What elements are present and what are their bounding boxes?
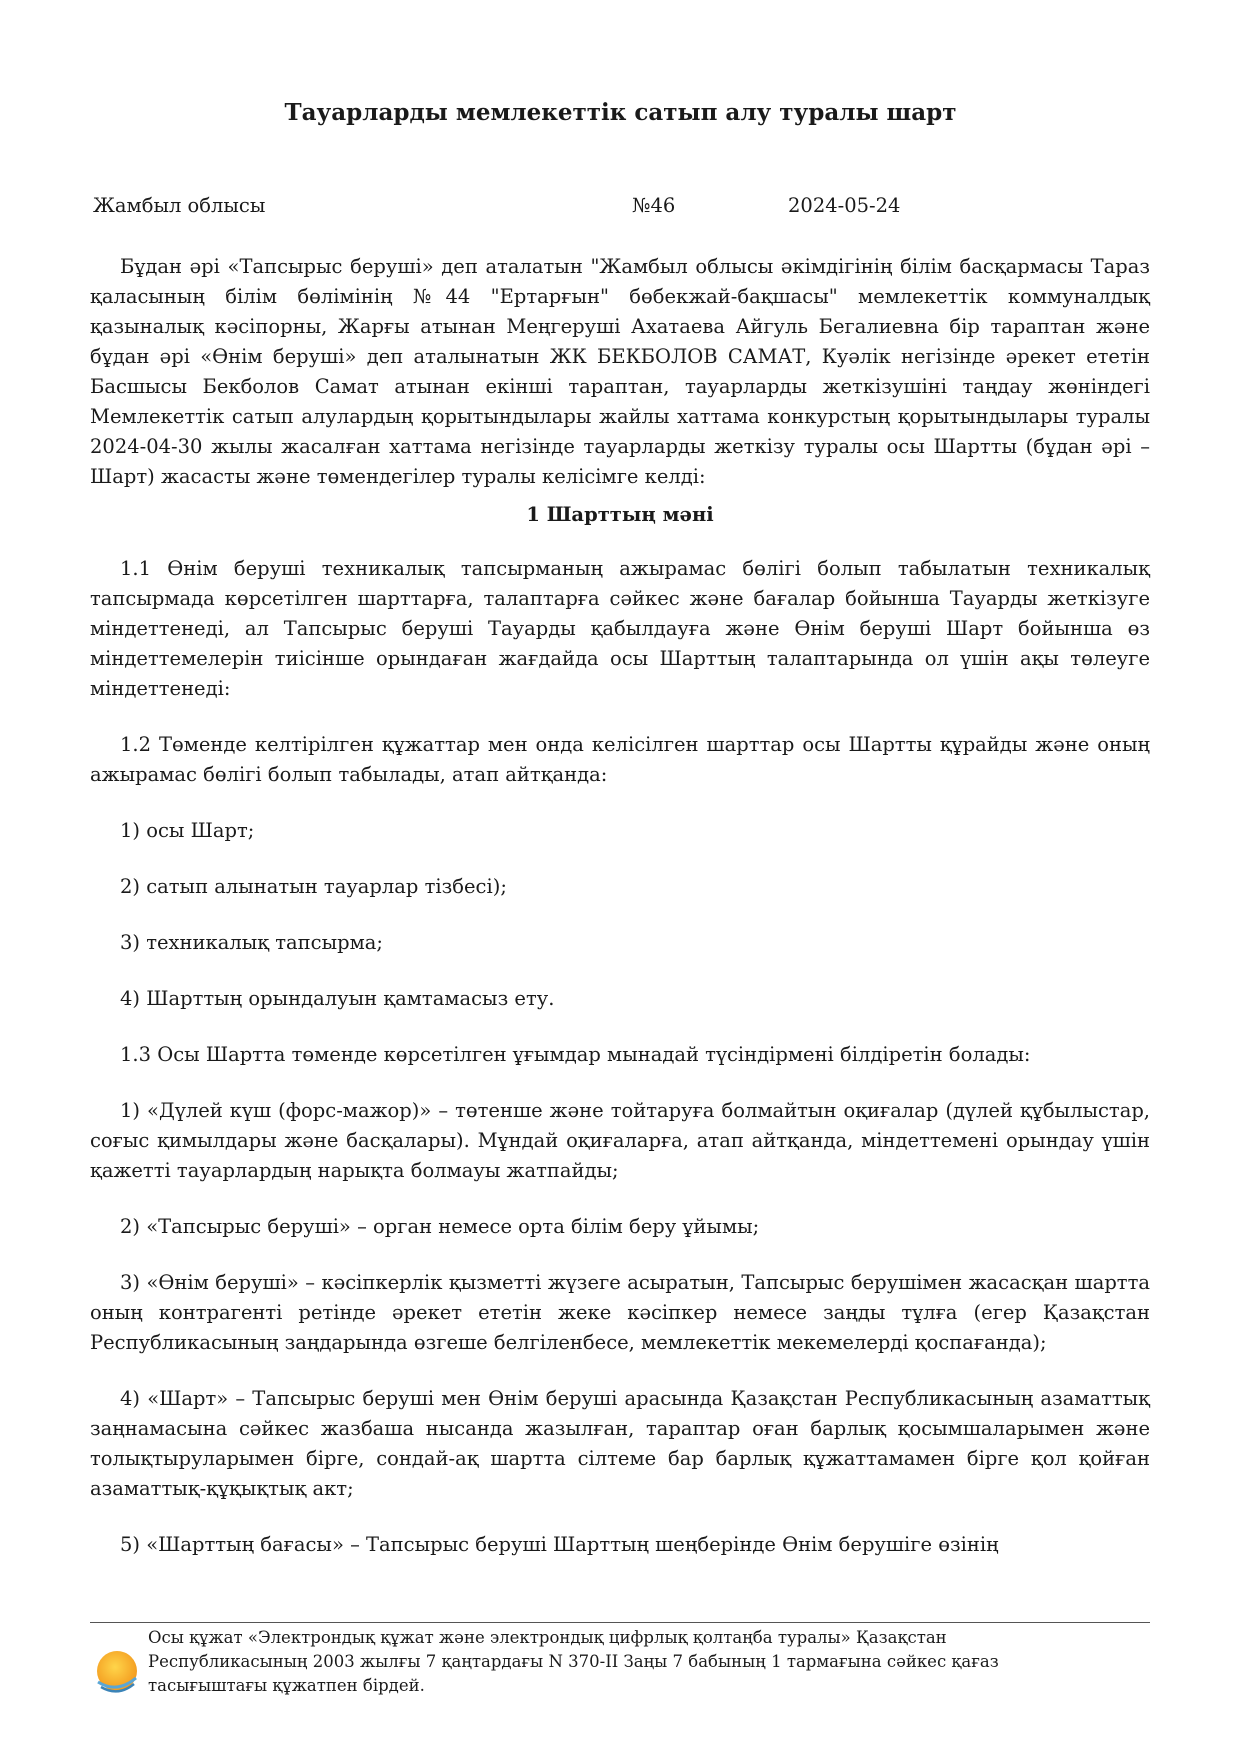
footer-divider [90,1622,1150,1623]
list-item: 4) Шарттың орындалуын қамтамасыз ету. [120,987,555,1010]
footer-legal-text: Осы құжат «Электрондық құжат және электрондық цифрлық қолтаңба туралы» Қазақстан Республикасының 2003 жылғы 7 қаңтардағы N 370-II Заңы 7 бабының 1 тармағына сәйкес қағаз тасығыштағы құжатпен бірдей. [148,1628,999,1695]
list-item: 1) осы Шарт; [120,819,255,842]
document-title: Тауарларды мемлекеттік сатып алу туралы шарт [284,99,957,126]
contract-date: 2024-05-24 [788,194,901,217]
paragraph-1-3: 1.3 Осы Шартта төменде көрсетілген ұғымдар мынадай түсіндірмені білдіретін болады: [120,1043,1031,1066]
definition-item: 2) «Тапсырыс беруші» – орган немесе орта білім беру ұйымы; [120,1215,760,1238]
definition-item: 1) «Дүлей күш (форс-мажор)» – төтенше және тойтаруға болмайтын оқиғалар (дүлей құбылыстар, соғыс қимылдары және басқалары). Мұндай оқиғаларға, атап айтқанда, міндеттемені орындау үшін қажетті тауарлардың нарықта болмауы жатпайды; [90,1099,1150,1182]
definition-item: 4) «Шарт» – Тапсырыс беруші мен Өнім беруші арасында Қазақстан Республикасының азаматтық заңнамасына сәйкес жазбаша нысанда жазылған, тараптар оған барлық қосымшаларымен және толықтыруларымен бірге, сондай-ақ шартта сілтеме бар барлық құжаттамамен бірге қол қойған азаматтық-құқықтық акт; [90,1387,1150,1500]
contract-region: Жамбыл облысы [93,194,266,217]
list-item: 3) техникалық тапсырма; [120,931,383,954]
paragraph-1-1: 1.1 Өнім беруші техникалық тапсырманың ажырамас бөлігі болып табылатын техникалық тапсырмада көрсетілген шарттарға, талаптарға сәйкес және бағалар бойынша Тауарды жеткізуге міндеттенеді, ал Тапсырыс беруші Тауарды қабылдауға және Өнім беруші Шарт бойынша өз міндеттемелерін тиісінше орындаған жағдайда осы Шарттың талаптарында ол үшін ақы төлеуге міндеттенеді: [90,557,1150,700]
egov-seal-icon [92,1648,142,1698]
definition-item: 5) «Шарттың бағасы» – Тапсырыс беруші Шарттың шеңберінде Өнім берушіге өзінің [120,1533,999,1556]
contract-body [90,252,1150,1560]
list-item: 2) сатып алынатын тауарлар тізбесі); [120,875,507,898]
section-heading: 1 Шарттың мәні [526,503,714,526]
contract-number: №46 [632,194,676,217]
paragraph-1-2: 1.2 Төменде келтірілген құжаттар мен онда келісілген шарттар осы Шартты құрайды және оның ажырамас бөлігі болып табылады, атап айтқанда: [90,733,1150,786]
footer [90,1626,1150,1726]
definition-item: 3) «Өнім беруші» – кәсіпкерлік қызметті жүзеге асыратын, Тапсырыс берушімен жасасқан шартта оның контрагенті ретінде әрекет ететін жеке кәсіпкер немесе заңды тұлға (егер Қазақстан Республикасының заңдарында өзгеше белгіленбесе, мемлекеттік мекемелерді қоспағанда); [90,1271,1150,1354]
intro-paragraph: Бұдан әрі «Тапсырыс беруші» деп аталатын "Жамбыл облысы әкімдігінің білім басқармасы Тараз қаласының білім бөлімінің №44 "Ертарғын" бөбекжай-бақшасы" мемлекеттік коммуналдық қазыналық кәсіпорны, Жарғы атынан Меңгеруші Ахатаева Айгуль Бегалиевна бір тараптан және бұдан әрі «Өнім беруші» деп аталынатын ЖК БЕКБОЛОВ САМАТ, Куәлік негізінде әрекет ететін Басшысы Бекболов Самат атынан екінші тараптан, тауарларды жеткізушіні таңдау жөніндегі Мемлекеттік сатып алулардың қорытындылары жайлы хаттама конкурстың қорытындылары туралы 2024-04-30 жылы жасалған хаттама негізінде тауарларды жеткізу туралы осы Шартты (бұдан әрі – Шарт) жасасты және төмендегілер туралы келісімге келді: [90,255,1150,488]
